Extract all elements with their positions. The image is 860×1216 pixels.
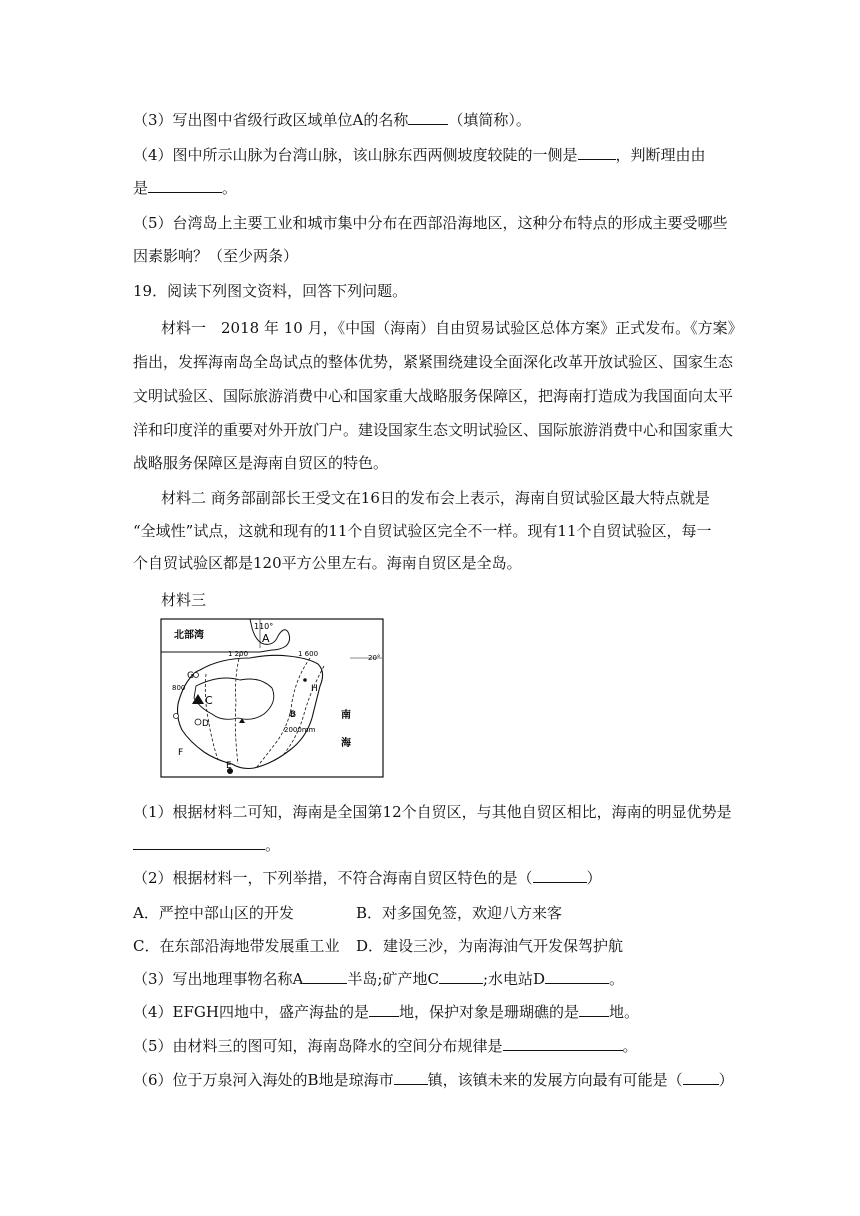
point-G-label: G (187, 671, 194, 681)
sub-question-4-end: 地。 (608, 1003, 639, 1021)
material-1-text: 材料一 2018 年 10 月，《中国（海南）自由贸易试验区总体方案》正式发布。《方案》 (161, 319, 743, 337)
material-3-label (161, 590, 206, 610)
point-H-label: H (311, 684, 318, 694)
option-C-text: C．在东部沿海地带发展重工业 (133, 937, 340, 955)
material-1-line-4 (133, 420, 733, 440)
sub-question-2-line (133, 868, 602, 888)
lon-label: 110° (254, 622, 274, 631)
answer-blank[interactable] (133, 835, 265, 850)
answer-blank[interactable] (503, 1036, 623, 1051)
point-E-label: E (226, 761, 232, 771)
question-4-line (133, 145, 706, 165)
material-2-line-2 (133, 521, 712, 541)
question-4-line-2 (133, 178, 237, 198)
question-5-tail: 因素影响？（至少两条） (133, 247, 299, 265)
point-C-label: C (205, 694, 213, 707)
sub-question-3-text: （3）写出地理事物名称A (133, 970, 304, 988)
answer-blank[interactable] (578, 145, 616, 160)
question-3-tail: （填简称）。 (448, 111, 531, 129)
isohyet-1600-label: 1 600 (298, 650, 319, 658)
sub-question-6-text: （6）位于万泉河入海处的B地是琼海市 (133, 1071, 394, 1089)
sea-label-1: 南 (341, 710, 351, 721)
sub-question-4-line (133, 1002, 639, 1022)
question-3-text: （3）写出图中省级行政区域单位A的名称 (133, 111, 409, 129)
option-B-text: B．对多国免签，欢迎八方来客 (356, 904, 563, 922)
answer-blank[interactable] (369, 1002, 399, 1017)
material-1-line-3 (133, 386, 733, 406)
material-1-line-5 (133, 453, 388, 473)
question-5-line-2 (133, 246, 298, 266)
question-4-tail: ，判断理由由 (615, 146, 706, 164)
option-D-text: D．建设三沙，为南海油气开发保驾护航 (356, 937, 624, 955)
answer-blank[interactable] (579, 1002, 609, 1017)
sub-question-3-mid: 半岛;矿产地C (347, 970, 439, 988)
answer-blank[interactable] (303, 969, 347, 984)
sub-question-1-line (133, 802, 732, 822)
sub-question-4-text: （4）EFGH四地中，盛产海盐的是 (133, 1003, 369, 1021)
option-C[interactable] (133, 936, 339, 956)
material-2-line-3 (133, 553, 522, 573)
question-4-prefix: 是 (133, 179, 149, 197)
coast-city-marker (174, 714, 179, 719)
sub-question-2-end: ） (586, 869, 602, 887)
answer-blank[interactable] (533, 868, 587, 883)
material-2-text: 个自贸试验区都是120平方公里左右。海南自贸区是全岛。 (133, 554, 522, 572)
material-1-text: 指出，发挥海南岛全岛试点的整体优势，紧紧围绕建设全面深化改革开放试验区、国家生态 (133, 353, 734, 371)
material-1-text: 战略服务保障区是海南自贸区的特色。 (133, 454, 389, 472)
question-5-text: （5）台湾岛上主要工业和城市集中分布在西部沿海地区，这种分布特点的形成主要受哪些 (133, 214, 728, 232)
sub-question-5-line (133, 1036, 638, 1056)
lat-label: 20° (368, 654, 381, 662)
sub-question-5-end: 。 (622, 1037, 638, 1055)
sub-question-2-text: （2）根据材料一，下列举措，不符合海南自贸区特色的是（ (133, 869, 533, 887)
question-5-line (133, 213, 728, 233)
sub-question-3-end: 。 (609, 970, 625, 988)
sub-question-3-mid-2: ;水电站D (482, 970, 546, 988)
answer-blank[interactable] (408, 110, 448, 125)
question-19-text: 19．阅读下列图文资料，回答下列问题。 (133, 282, 408, 300)
question-3-line (133, 110, 531, 130)
point-B-label: B (290, 710, 297, 720)
sub-question-1-line-2 (133, 835, 280, 855)
option-A-text: A．严控中部山区的开发 (133, 904, 294, 922)
option-A[interactable] (133, 903, 294, 923)
sub-question-6-line (133, 1070, 734, 1090)
hainan-map (160, 618, 384, 778)
answer-blank[interactable] (545, 969, 609, 984)
sub-question-1-text: （1）根据材料二可知，海南是全国第12个自贸区，与其他自贸区相比，海南的明显优势是 (133, 803, 732, 821)
answer-blank[interactable] (439, 969, 483, 984)
sub-question-6-mid: 镇，该镇未来的发展方向最有可能是（ (427, 1071, 683, 1089)
answer-blank[interactable] (148, 178, 222, 193)
sea-label-2: 海 (341, 738, 351, 749)
sub-question-3-line (133, 969, 624, 989)
point-F-label: F (178, 748, 184, 758)
isohyet-2000-label: 2000mm (284, 726, 316, 734)
option-B[interactable] (356, 903, 562, 923)
sub-question-1-end: 。 (265, 836, 281, 854)
bay-label: 北部湾 (174, 630, 204, 641)
point-D-label: D (202, 719, 209, 729)
point-A-label: A (262, 632, 270, 645)
material-2-text: “全域性”试点，这就和现有的11个自贸试验区完全不一样。现有11个自贸试验区，每一 (133, 522, 712, 540)
answer-blank[interactable] (394, 1070, 428, 1085)
isohyet-1200-label: 1 200 (228, 650, 249, 658)
point-H-marker (303, 678, 307, 682)
material-2-text: 材料二 商务部副部长王受文在16日的发布会上表示，海南自贸试验区最大特点就是 (161, 489, 710, 507)
isohyet-800-label: 800 (172, 684, 186, 692)
material-1-text: 文明试验区、国际旅游消费中心和国家重大战略服务保障区，把海南打造成为我国面向太平 (133, 387, 734, 405)
answer-blank[interactable] (683, 1070, 719, 1085)
option-D[interactable] (356, 936, 623, 956)
material-1-text: 洋和印度洋的重要对外开放门户。建设国家生态文明试验区、国际旅游消费中心和国家重大 (133, 421, 734, 439)
point-G-marker (194, 673, 199, 678)
sub-question-6-end: ） (718, 1071, 734, 1089)
sub-question-4-mid: 地，保护对象是珊瑚礁的是 (398, 1003, 579, 1021)
material-3-text: 材料三 (161, 591, 207, 609)
material-1-line-2 (133, 352, 733, 372)
question-4-end: 。 (222, 179, 238, 197)
question-4-text: （4）图中所示山脉为台湾山脉，该山脉东西两侧坡度较陡的一侧是 (133, 146, 578, 164)
material-1-line-1 (161, 318, 743, 338)
sub-question-5-text: （5）由材料三的图可知，海南岛降水的空间分布规律是 (133, 1037, 503, 1055)
question-19-heading (133, 281, 407, 301)
material-2-line-1 (161, 488, 710, 508)
point-D-marker (195, 719, 201, 725)
